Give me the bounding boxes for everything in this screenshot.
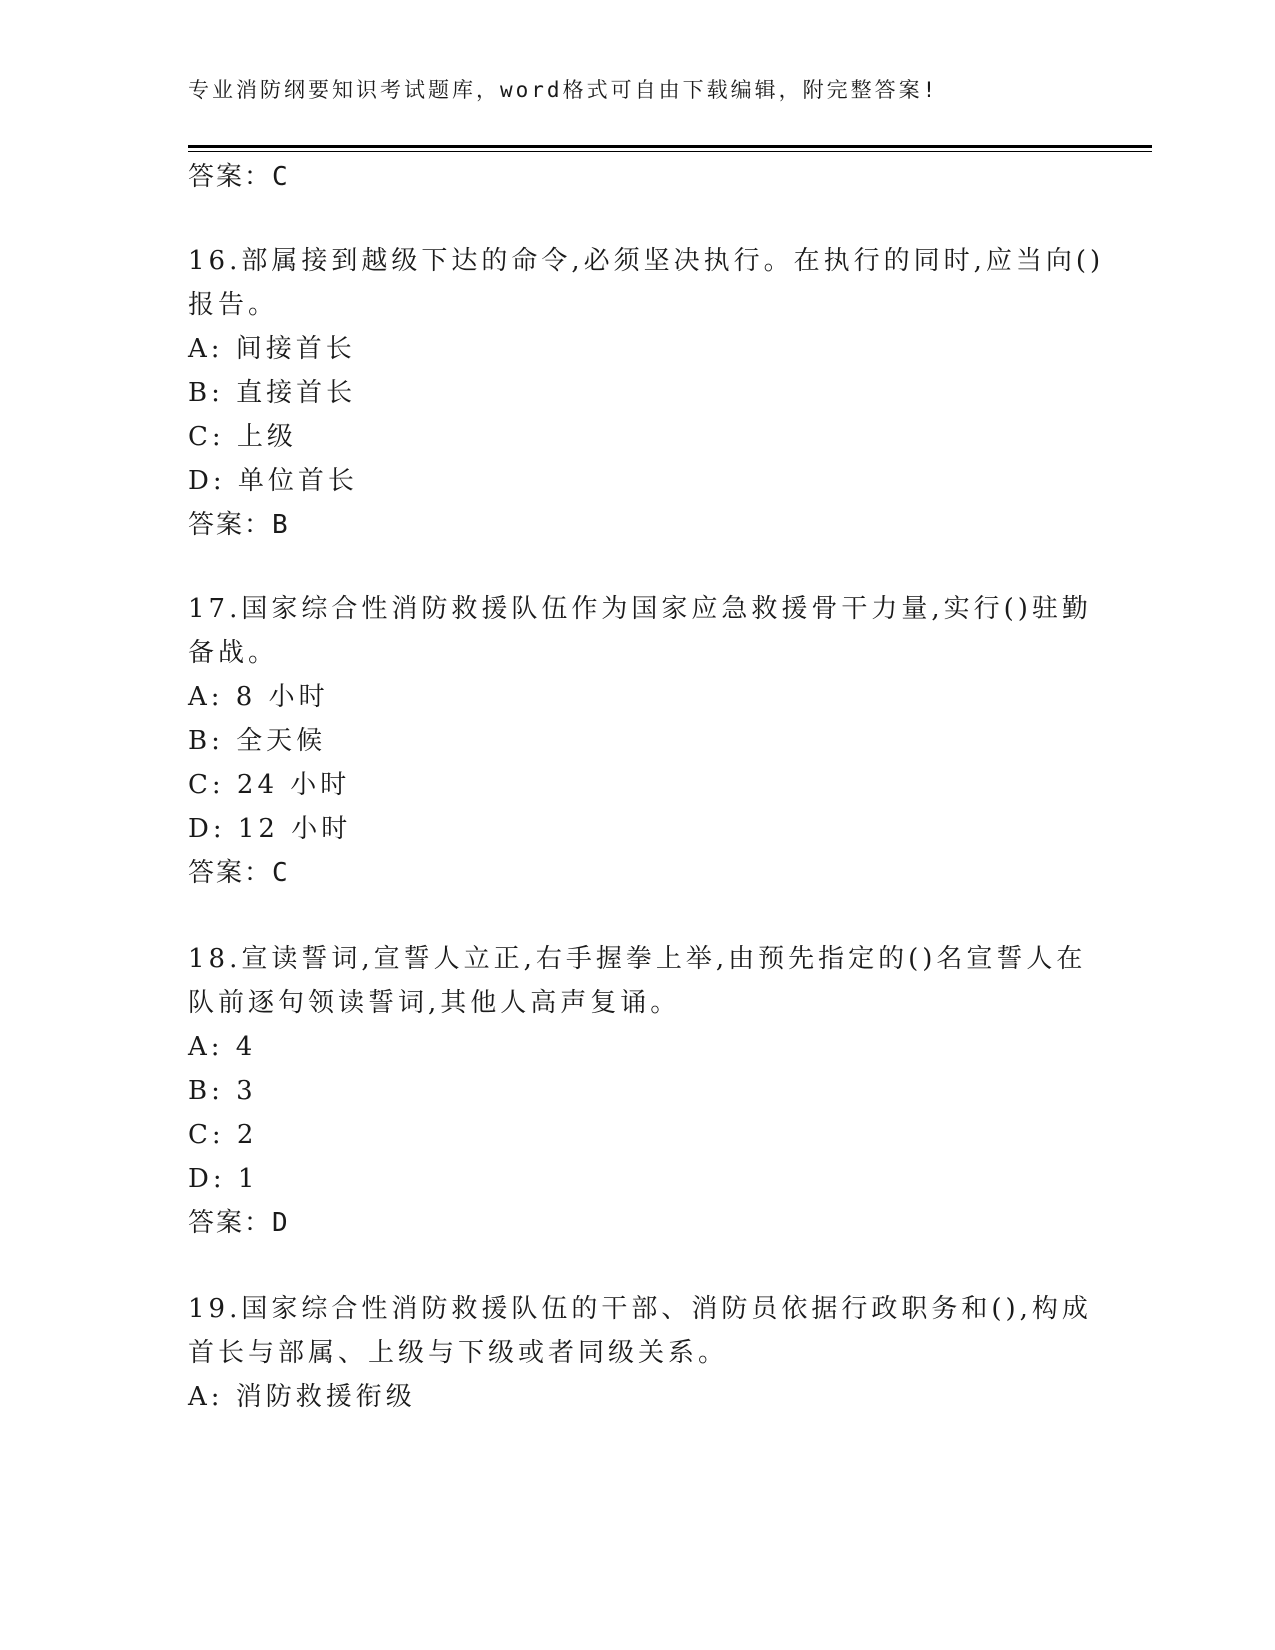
question-17-stem-line1: 17.国家综合性消防救援队伍作为国家应急救援骨干力量,实行()驻勤 [188, 594, 1092, 624]
answer-line-18 [188, 1206, 290, 1240]
question-17-stem-line2: 备战。 [188, 638, 279, 668]
answer-label: 答案： [188, 858, 273, 888]
question-18-option-a: A: 4 [188, 1032, 257, 1062]
answer-value: B [272, 510, 290, 540]
question-17-option-b: B: 全天候 [188, 726, 327, 756]
question-18-stem-line2: 队前逐句领读誓词,其他人高声复诵。 [188, 988, 681, 1018]
answer-line-15 [188, 160, 290, 194]
question-18-option-d: D: 1 [188, 1164, 259, 1194]
page-header: 专业消防纲要知识考试题库，word格式可自由下载编辑，附完整答案! [188, 78, 939, 102]
header-rule-thin [188, 151, 1152, 152]
question-18-stem-line1: 18.宣读誓词,宣誓人立正,右手握拳上举,由预先指定的()名宣誓人在 [188, 944, 1087, 974]
header-rule-thick [188, 145, 1152, 148]
answer-line-16 [188, 508, 290, 542]
question-16-option-d: D: 单位首长 [188, 466, 358, 496]
question-18-option-c: C: 2 [188, 1120, 258, 1150]
question-17-option-d: D: 12 小时 [188, 814, 352, 844]
answer-label: 答案： [188, 510, 273, 540]
answer-label: 答案： [188, 162, 273, 192]
answer-value: C [272, 162, 290, 192]
question-16-option-c: C: 上级 [188, 422, 297, 452]
question-18-option-b: B: 3 [188, 1076, 257, 1106]
question-16-stem-line2: 报告。 [188, 290, 279, 320]
question-17-option-c: C: 24 小时 [188, 770, 351, 800]
answer-value: C [272, 858, 290, 888]
answer-label: 答案： [188, 1208, 273, 1238]
question-19-stem-line1: 19.国家综合性消防救援队伍的干部、消防员依据行政职务和(),构成 [188, 1294, 1092, 1324]
question-16-option-b: B: 直接首长 [188, 378, 357, 408]
answer-value: D [272, 1208, 290, 1238]
answer-line-17 [188, 856, 290, 890]
question-16-option-a: A: 间接首长 [188, 334, 356, 364]
question-16-stem-line1: 16.部属接到越级下达的命令,必须坚决执行。在执行的同时,应当向() [188, 246, 1105, 276]
question-19-stem-line2: 首长与部属、上级与下级或者同级关系。 [188, 1338, 729, 1368]
question-17-option-a: A: 8 小时 [188, 682, 329, 712]
question-19-option-a: A: 消防救援衔级 [188, 1382, 416, 1412]
